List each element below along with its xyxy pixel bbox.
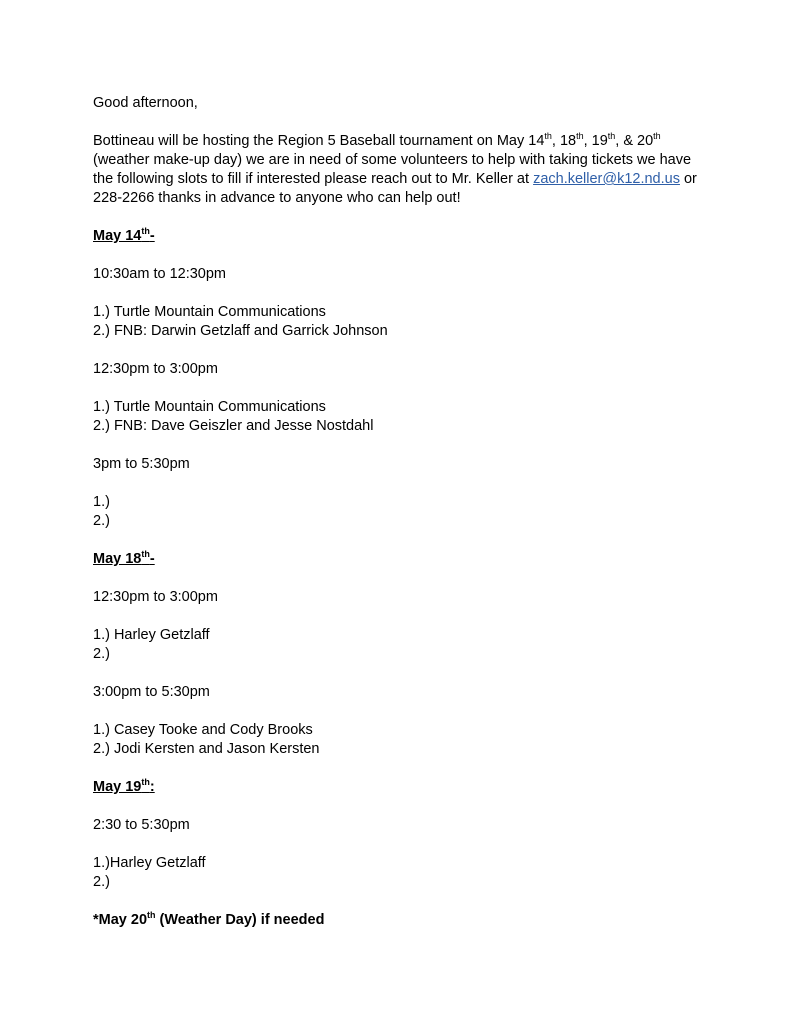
slot-entry: 1.) Casey Tooke and Cody Brooks <box>93 722 313 738</box>
intro-sup-3: th <box>607 131 616 142</box>
intro-text-2: , 18 <box>551 133 577 149</box>
weather-day-note <box>93 911 703 930</box>
slot-time: 12:30pm to 3:00pm <box>93 361 218 377</box>
intro-paragraph <box>93 132 703 208</box>
weather-day-prefix: *May 20 <box>93 912 148 928</box>
slot-entries <box>93 303 703 341</box>
slot-entry: 1.) Harley Getzlaff <box>93 627 210 643</box>
slot-time: 3pm to 5:30pm <box>93 456 190 472</box>
slot-entries <box>93 398 703 436</box>
slot-entries <box>93 493 703 531</box>
day-label: May 18 <box>93 551 142 567</box>
slot-entries <box>93 626 703 664</box>
slot-entry: 1.) Turtle Mountain Communications <box>93 399 326 415</box>
slot-time: 3:00pm to 5:30pm <box>93 684 210 700</box>
intro-text-5: (weather make-up day) we are in need of some volunteers to help with taking tickets we have the following slots to fill if interested please reach out to Mr. Keller at <box>93 152 692 187</box>
day-heading <box>93 778 703 797</box>
slot-entry: 2.) FNB: Dave Geiszler and Jesse Nostdahl <box>93 418 374 434</box>
slot-entry: 2.) <box>93 646 110 662</box>
day-label-sup: th <box>141 549 150 560</box>
day-label-suffix: - <box>149 228 155 244</box>
weather-day-rest: (Weather Day) if needed <box>155 912 325 928</box>
day-heading <box>93 550 703 569</box>
slot-entry: 2.) <box>93 874 110 890</box>
slot-entry: 1.)Harley Getzlaff <box>93 855 206 871</box>
greeting: Good afternoon, <box>93 95 198 111</box>
day-label-suffix: - <box>149 551 155 567</box>
intro-sup-1: th <box>544 131 552 142</box>
slot-entry: 2.) FNB: Darwin Getzlaff and Garrick Johnson <box>93 323 388 339</box>
slot-entries <box>93 721 703 759</box>
day-label: May 19 <box>93 779 142 795</box>
slot-entry: 1.) <box>93 494 110 510</box>
slot-time: 12:30pm to 3:00pm <box>93 589 218 605</box>
intro-sup-2: th <box>576 131 584 142</box>
slot-time: 10:30am to 12:30pm <box>93 266 227 282</box>
weather-day-sup: th <box>147 910 156 921</box>
slot-entries <box>93 854 703 892</box>
slot-entry: 1.) Turtle Mountain Communications <box>93 304 326 320</box>
intro-text-4: , & 20 <box>615 133 654 149</box>
day-label: May 14 <box>93 228 142 244</box>
slot-entry: 2.) <box>93 513 110 529</box>
slot-entry: 2.) Jodi Kersten and Jason Kersten <box>93 741 320 757</box>
intro-text-6: or 228-2266 thanks in advance to anyone who can help out! <box>93 171 697 206</box>
day-label-suffix: : <box>149 779 155 795</box>
intro-sup-4: th <box>653 131 661 142</box>
intro-text-1: Bottineau will be hosting the Region 5 Baseball tournament on May 14 <box>93 133 545 149</box>
day-label-sup: th <box>141 777 150 788</box>
intro-text-3: , 19 <box>583 133 608 149</box>
email-link[interactable]: zach.keller@k12.nd.us <box>533 171 680 187</box>
day-heading <box>93 227 703 246</box>
day-label-sup: th <box>141 226 150 237</box>
document-body <box>93 94 703 949</box>
slot-time: 2:30 to 5:30pm <box>93 817 190 833</box>
